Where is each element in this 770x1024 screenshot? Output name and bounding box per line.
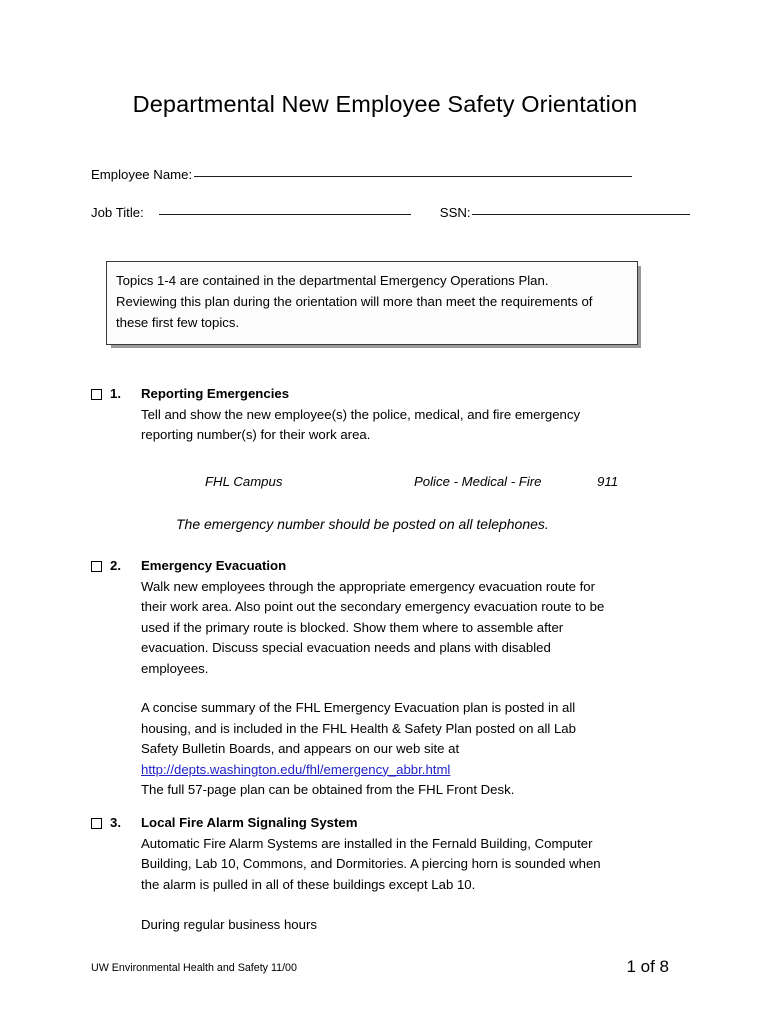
body-line: employees. <box>141 660 209 676</box>
section-body <box>141 834 691 935</box>
body-line: Building, Lab 10, Commons, and Dormitories. A piercing horn is sounded when <box>141 856 601 872</box>
page-number: 1 of 8 <box>626 957 669 976</box>
section-number: 2. <box>110 558 121 573</box>
checkbox-section-2[interactable] <box>91 561 102 572</box>
body-line: their work area. Also point out the secondary emergency evacuation route to be <box>141 599 605 615</box>
section-number: 1. <box>110 386 121 401</box>
emergency-services: Police - Medical - Fire <box>414 474 542 489</box>
section-title: Emergency Evacuation <box>141 558 287 573</box>
job-title-ssn-field-row <box>91 205 690 221</box>
callout-line: Reviewing this plan during the orientation will more than meet the requirements of <box>116 293 593 309</box>
checkbox-section-3[interactable] <box>91 818 102 829</box>
page-title: Departmental New Employee Safety Orientation <box>132 91 638 117</box>
footer-source: UW Environmental Health and Safety 11/00 <box>91 962 297 974</box>
job-title-input-line[interactable] <box>159 214 411 215</box>
section-heading <box>91 815 691 834</box>
body-line: Walk new employees through the appropriate emergency evacuation route for <box>141 579 596 594</box>
emergency-note: The emergency number should be posted on all telephones. <box>176 516 549 532</box>
section-reporting-emergencies <box>91 386 691 446</box>
body-line: housing, and is included in the FHL Health & Safety Plan posted on all Lab <box>141 720 576 736</box>
callout-box <box>106 261 638 345</box>
body-line: A concise summary of the FHL Emergency Evacuation plan is posted in all <box>141 700 576 716</box>
employee-name-field-row <box>91 167 632 183</box>
body-line: reporting number(s) for their work area. <box>141 427 371 443</box>
section-number: 3. <box>110 815 121 830</box>
body-line <box>141 760 691 780</box>
job-title-label: Job Title: <box>91 205 144 220</box>
ssn-label: SSN: <box>439 205 471 220</box>
section-heading <box>91 558 691 577</box>
checkbox-section-1[interactable] <box>91 389 102 400</box>
body-line: Safety Bulletin Boards, and appears on our web site at <box>141 741 460 757</box>
employee-name-input-line[interactable] <box>194 176 632 177</box>
body-line: The full 57-page plan can be obtained from the FHL Front Desk. <box>141 782 515 798</box>
section-local-fire-alarm <box>91 815 691 935</box>
section-heading <box>91 386 691 405</box>
ssn-input-line[interactable] <box>472 214 690 215</box>
callout-line: these first few topics. <box>116 314 240 330</box>
emergency-location: FHL Campus <box>205 474 283 489</box>
body-line: Tell and show the new employee(s) the police, medical, and fire emergency <box>141 407 581 422</box>
body-line: the alarm is pulled in all of these buildings except Lab 10. <box>141 876 476 892</box>
evacuation-plan-link[interactable]: http://depts.washington.edu/fhl/emergency_abbr.html <box>141 761 451 777</box>
callout-line: Topics 1-4 are contained in the departmental Emergency Operations Plan. <box>116 273 549 288</box>
section-title: Local Fire Alarm Signaling System <box>141 815 358 830</box>
employee-name-label: Employee Name: <box>91 167 193 182</box>
section-body <box>141 405 691 446</box>
body-line: Automatic Fire Alarm Systems are installed in the Fernald Building, Computer <box>141 836 593 851</box>
body-line: During regular business hours <box>141 916 317 932</box>
paragraph-spacer <box>141 895 691 915</box>
section-title: Reporting Emergencies <box>141 386 290 401</box>
emergency-number: 911 <box>597 474 619 489</box>
paragraph-spacer <box>141 679 691 699</box>
section-emergency-evacuation <box>91 558 691 800</box>
body-line: evacuation. Discuss special evacuation needs and plans with disabled <box>141 640 551 656</box>
section-body <box>141 577 691 800</box>
body-line: used if the primary route is blocked. Show them where to assemble after <box>141 619 564 635</box>
